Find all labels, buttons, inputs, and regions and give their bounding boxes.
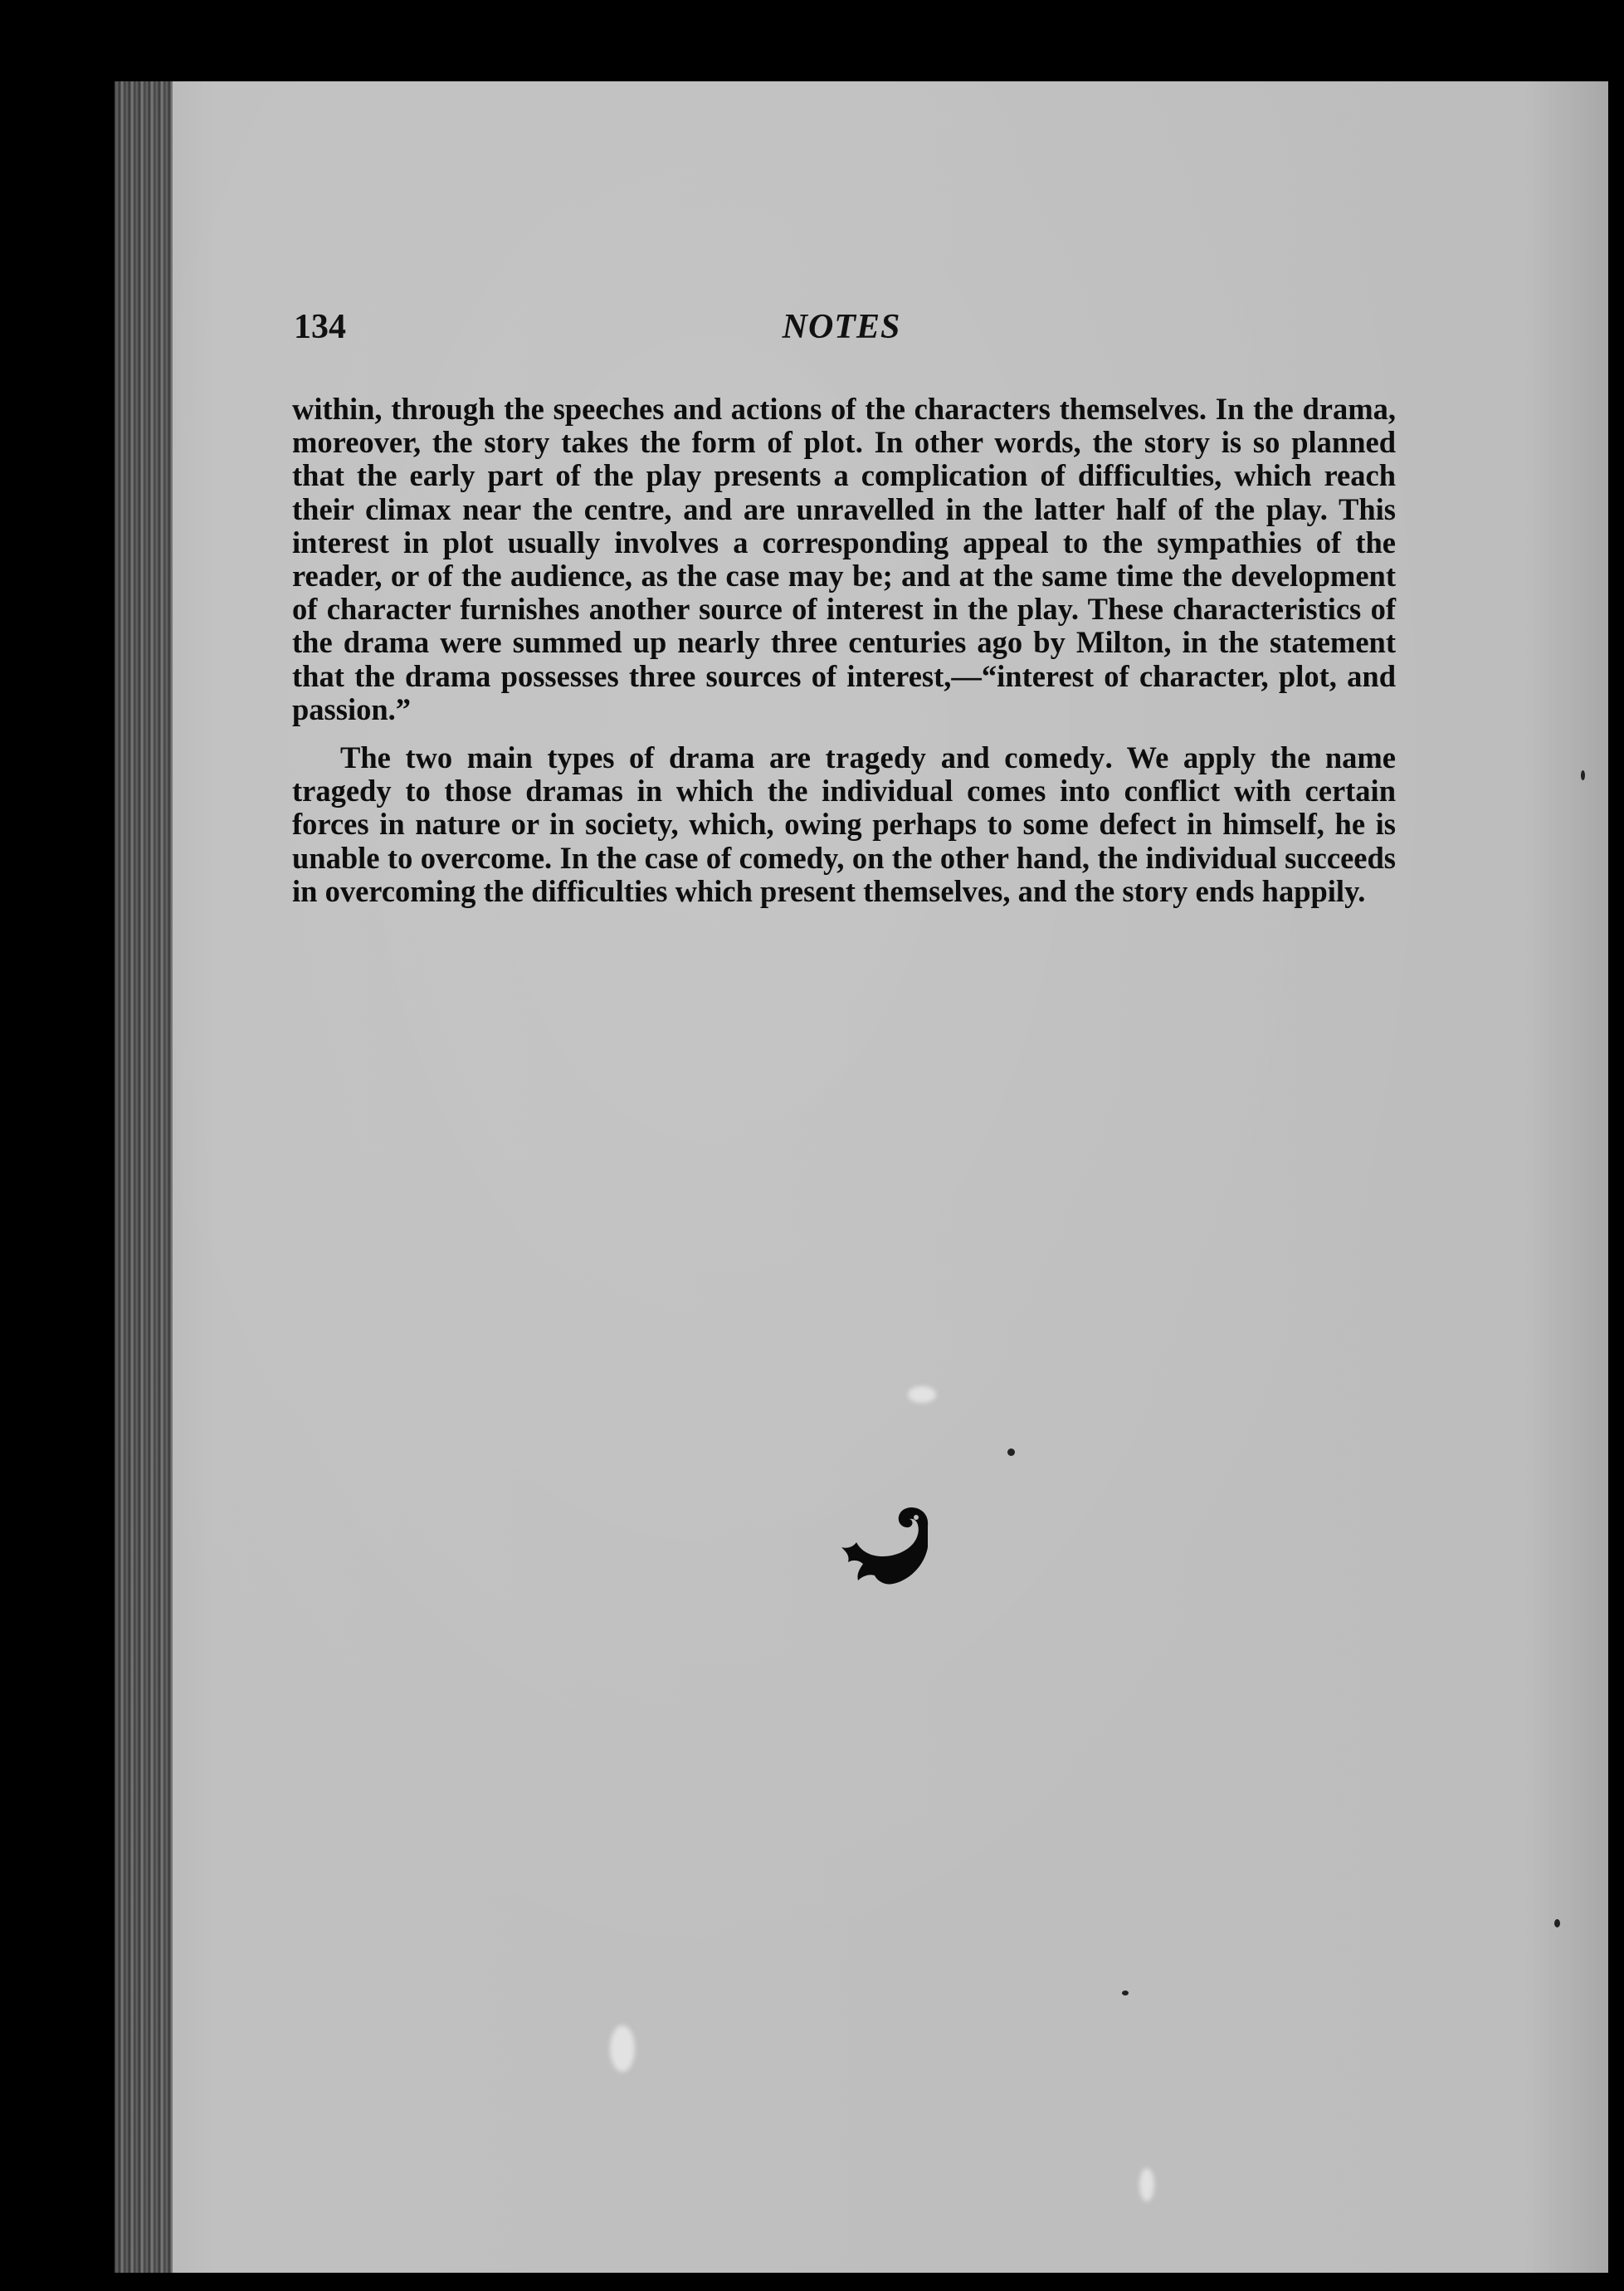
running-title: NOTES [782,308,901,346]
dust-speck [1122,1991,1129,1995]
scan-glare [610,2025,635,2072]
scan-glare [908,1386,936,1403]
term-comedy: comedy [1004,740,1105,775]
dust-speck [1007,1448,1015,1456]
term-plot: plot [803,425,856,460]
dolphin-tailpiece-ornament-icon [838,1501,938,1592]
scan-glare [1139,2168,1154,2201]
paragraph-2-text-a: The two main types of drama are [340,740,826,775]
term-tragedy: tragedy [825,740,927,775]
page-number: 134 [294,308,346,346]
dust-speck [1554,1919,1560,1927]
paragraph-1 [292,393,1396,726]
paragraph-1-text-b: . In other words, the story is so planned that the early part of the play presents a complication of difficulties, which reach their climax near the centre, and are unravelled in the latter half of the play. This interest in plot usually involves a corresponding appeal to the sympathies of the reader, or of the audience, as the case may be; and at the same time the development of character furnishes another source of interest in the play. These characteristics of the drama were summed up nearly three centuries ago by Milton, in the statement that the drama possesses three sources of interest,—“interest of character, plot, and passion.” [292,425,1396,726]
running-head [294,307,1389,357]
body-text [292,393,1396,908]
paragraph-2-text-b: and [926,740,1005,775]
paragraph-2 [292,741,1396,908]
page-edge-stack [115,81,173,2273]
dust-speck [1581,770,1585,780]
paragraph-2-text-c: . We apply the name tragedy to those dramas in which the individual comes into conflict with certain forces in nature or in society, which, owing perhaps to some defect in himself, he is unable to overcome. In the case of comedy, on the other hand, the individual succeeds in overcoming the difficulties which present themselves, and the story ends happily. [292,740,1397,908]
paragraph-1-text-a: within, through the speeches and actions of the characters themselves. In the drama, moreover, the story takes the form of [292,392,1396,460]
